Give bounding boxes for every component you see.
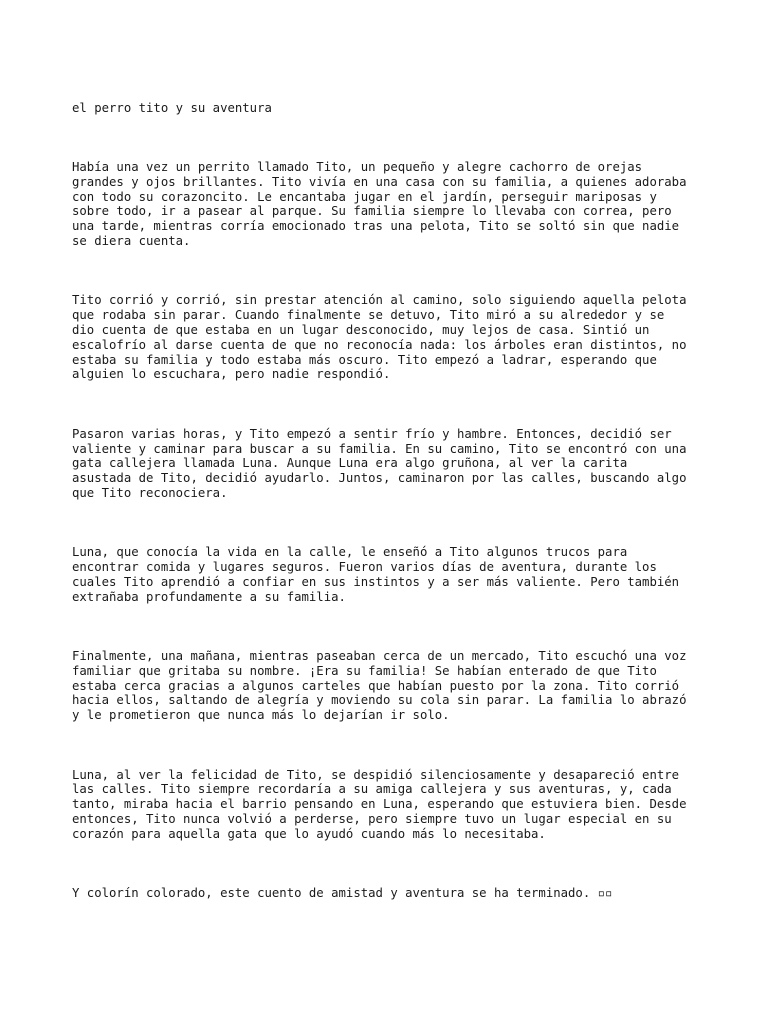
paragraph: Tito corrió y corrió, sin prestar atención al camino, solo siguiendo aquella pelota que rodaba sin parar. Cuando finalmente se detuvo, Tito miró a su alrededor y se dio cuenta de que estaba en un lugar desconocido, muy lejos de casa. Sintió un escalofrío al darse cuenta de que no reconocía nada: los árboles eran distintos, no estaba su familia y todo estaba más oscuro. Tito empezó a ladrar, esperando que alguien lo escuchara, pero nadie respondió. xyxy=(72,293,687,382)
paragraph: Pasaron varias horas, y Tito empezó a sentir frío y hambre. Entonces, decidió ser valiente y caminar para buscar a su familia. En su camino, Tito se encontró con una gata callejera llamada Luna. Aunque Luna era algo gruñona, al ver la carita asustada de Tito, decidió ayudarlo. Juntos, caminaron por las calles, buscando algo que Tito reconociera. xyxy=(72,426,687,500)
paragraph: Finalmente, una mañana, mientras paseaban cerca de un mercado, Tito escuchó una voz familiar que gritaba su nombre. ¡Era su familia! Se habían enterado de que Tito estaba cerca gracias a algunos carteles que habían puesto por la zona. Tito corrió hacia ellos, saltando de alegría y moviendo su cola sin parar. La familia lo abrazó y le prometieron que nunca más lo dejarían ir solo. xyxy=(72,649,687,723)
closing-line: Y colorín colorado, este cuento de amistad y aventura se ha terminado. ▫▫ xyxy=(72,886,613,901)
document-body xyxy=(72,71,702,946)
paragraph: Luna, al ver la felicidad de Tito, se despidió silenciosamente y desapareció entre las calles. Tito siempre recordaría a su amiga callejera y sus aventuras, y, cada tanto, miraba hacia el barrio pensando en Luna, esperando que estuviera bien. Desde entonces, Tito nunca volvió a perderse, pero siempre tuvo un lugar especial en su corazón para aquella gata que lo ayudó cuando más lo necesitaba. xyxy=(72,767,687,841)
paragraph: Había una vez un perrito llamado Tito, un pequeño y alegre cachorro de orejas grandes y ojos brillantes. Tito vivía en una casa con su familia, a quienes adoraba con todo su corazoncito. Le encantaba jugar en el jardín, perseguir mariposas y sobre todo, ir a pasear al parque. Su familia siempre lo llevaba con correa, pero una tarde, mientras corría emocionado tras una pelota, Tito se soltó sin que nadie se diera cuenta. xyxy=(72,159,687,248)
document-title: el perro tito y su aventura xyxy=(72,100,272,115)
paragraph: Luna, que conocía la vida en la calle, le enseñó a Tito algunos trucos para encontrar comida y lugares seguros. Fueron varios días de aventura, durante los cuales Tito aprendió a confiar en sus instintos y a ser más valiente. Pero también extrañaba profundamente a su familia. xyxy=(72,545,680,604)
